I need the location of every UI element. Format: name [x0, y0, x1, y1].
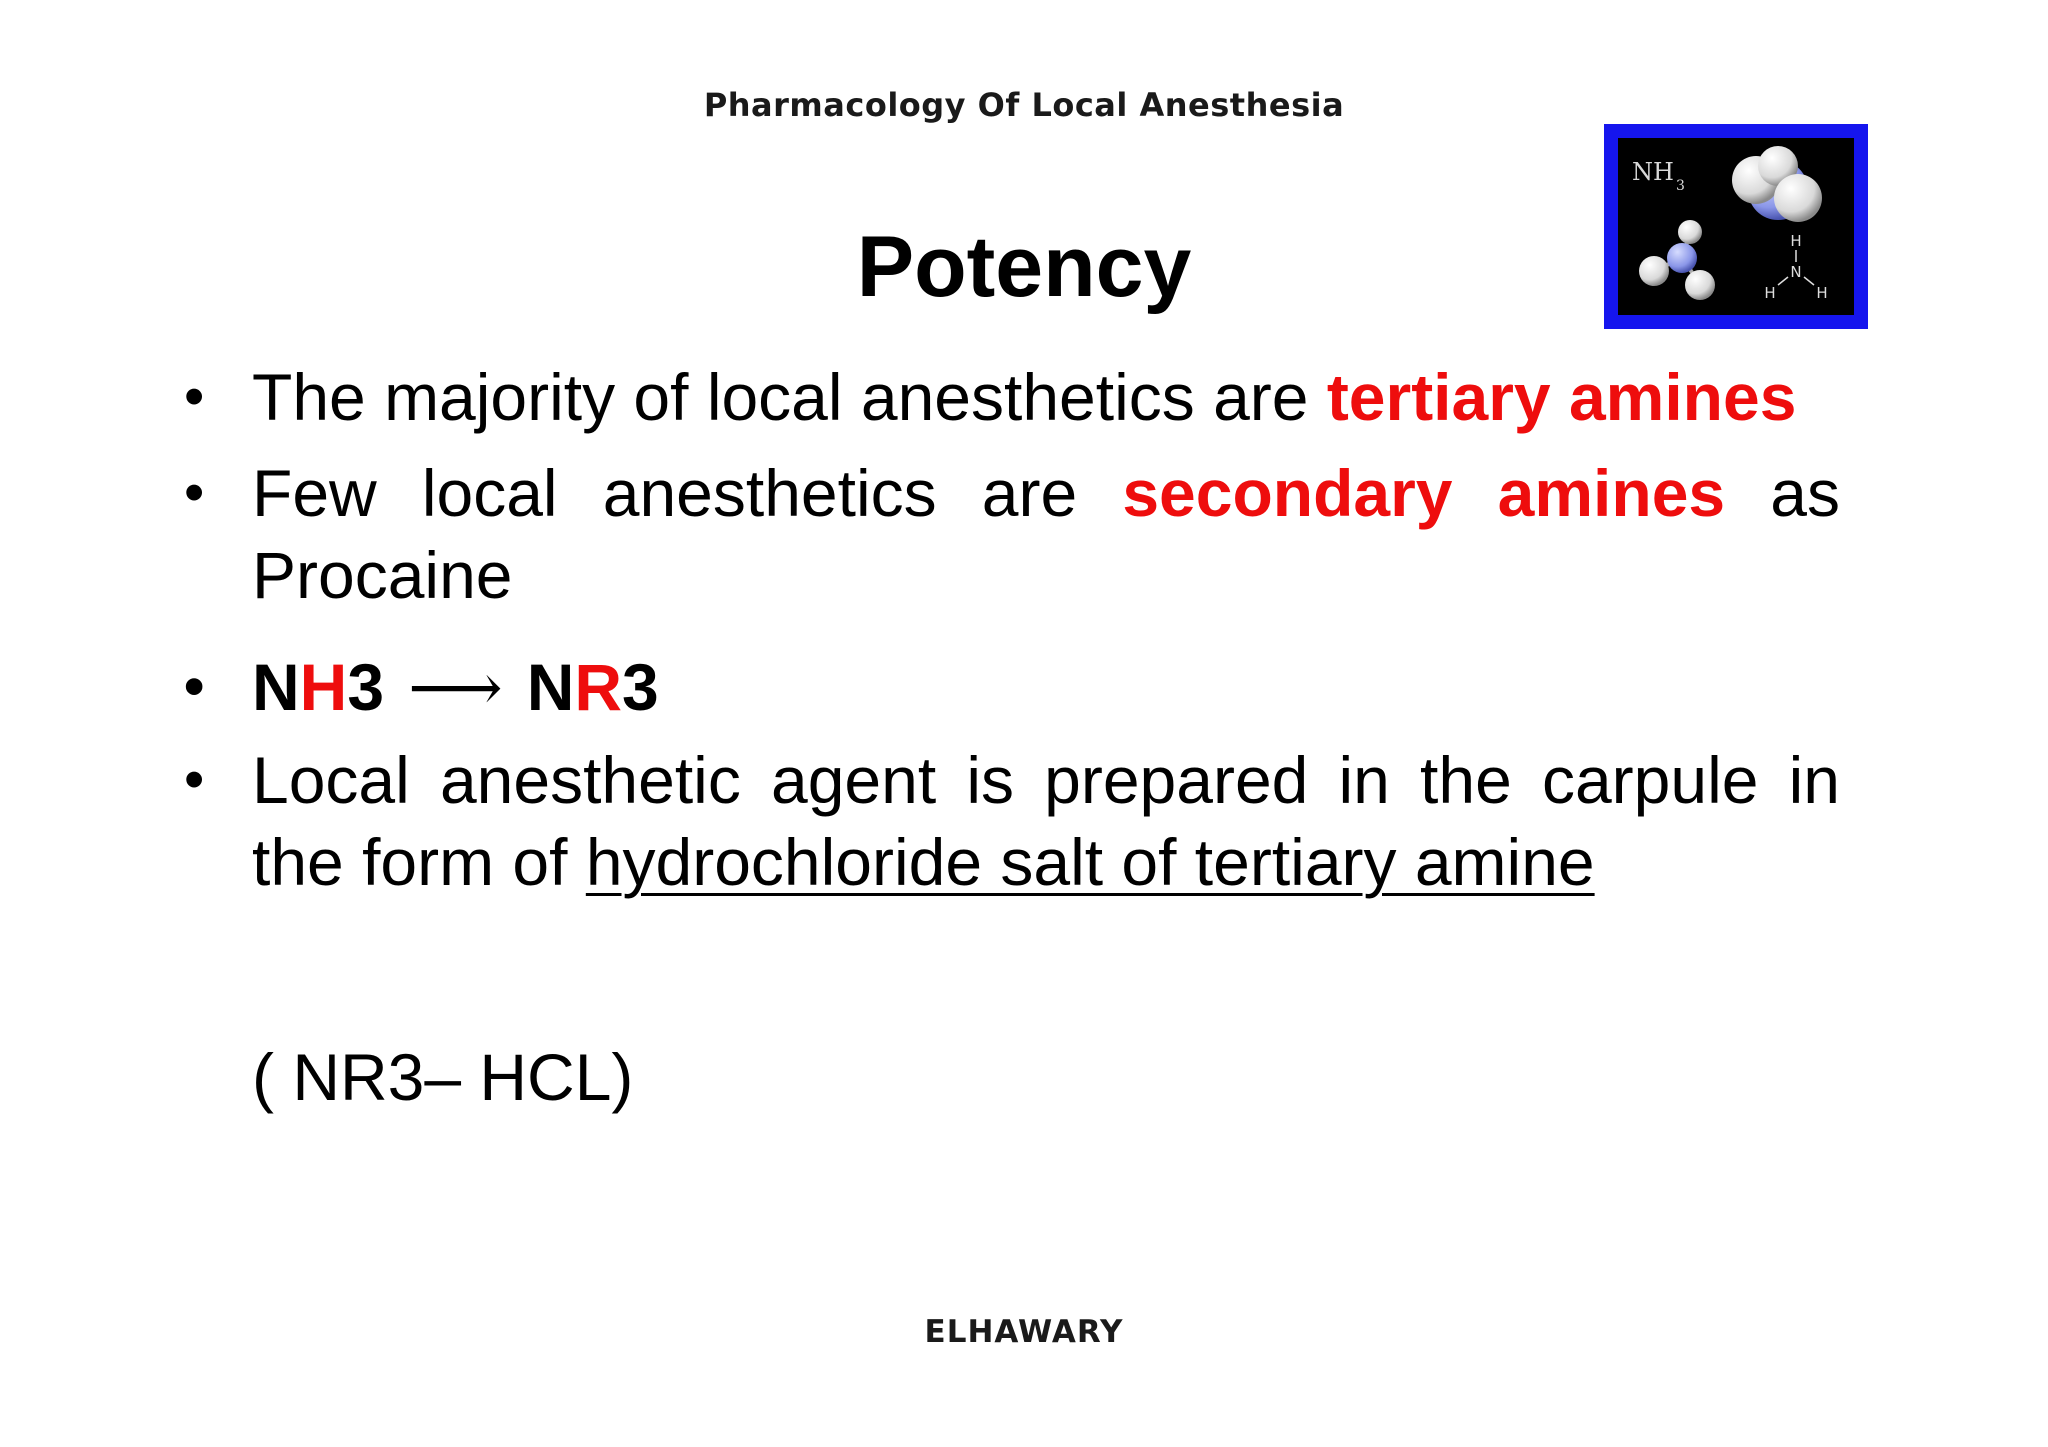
highlight-secondary-amines: secondary amines	[1122, 456, 1726, 530]
bullet-list	[180, 356, 1840, 903]
atom-h-left: H	[1764, 284, 1776, 302]
footer-author: ELHAWARY	[924, 1314, 1124, 1350]
logo-label-sub: 3	[1676, 178, 1685, 194]
slide-title: Potency	[856, 219, 1192, 315]
arrow-icon: ⟶	[408, 649, 503, 726]
reaction-r: R	[574, 650, 623, 724]
bullet-text-after: as Procaine	[252, 456, 1840, 612]
atom-h-right: H	[1816, 284, 1828, 302]
bullet-item-secondary	[180, 452, 1840, 616]
header-title: Pharmacology Of Local Anesthesia	[703, 86, 1345, 124]
bullet-text: Few local anesthetics are	[252, 456, 1123, 530]
bullet-text: The majority of local anesthetics are	[252, 360, 1327, 434]
bullet-text: Local anesthetic agent is prepared in the carpule in the form of	[252, 743, 1840, 899]
reaction-three1: 3	[347, 650, 385, 724]
bullet-item-reaction	[180, 646, 1840, 729]
bullet-item-carpule	[180, 739, 1840, 903]
highlight-tertiary-amines: tertiary amines	[1326, 360, 1797, 434]
formula-nr3-hcl: ( NR3– HCL)	[252, 1040, 634, 1114]
ammonia-molecule-graphic	[1618, 138, 1854, 315]
reaction-n1: N	[252, 650, 300, 724]
reaction-n2: N	[526, 650, 575, 724]
logo-label: NH	[1632, 158, 1674, 186]
atom-n: N	[1790, 263, 1802, 281]
underlined-hydrochloride-salt: hydrochloride salt of tertiary amine	[585, 825, 1595, 899]
reaction-three2: 3	[622, 650, 659, 724]
ammonia-molecule-icon	[1604, 124, 1868, 329]
atom-h-top: H	[1790, 232, 1802, 250]
bullet-item-tertiary	[180, 356, 1840, 438]
reaction-h: H	[299, 650, 348, 724]
